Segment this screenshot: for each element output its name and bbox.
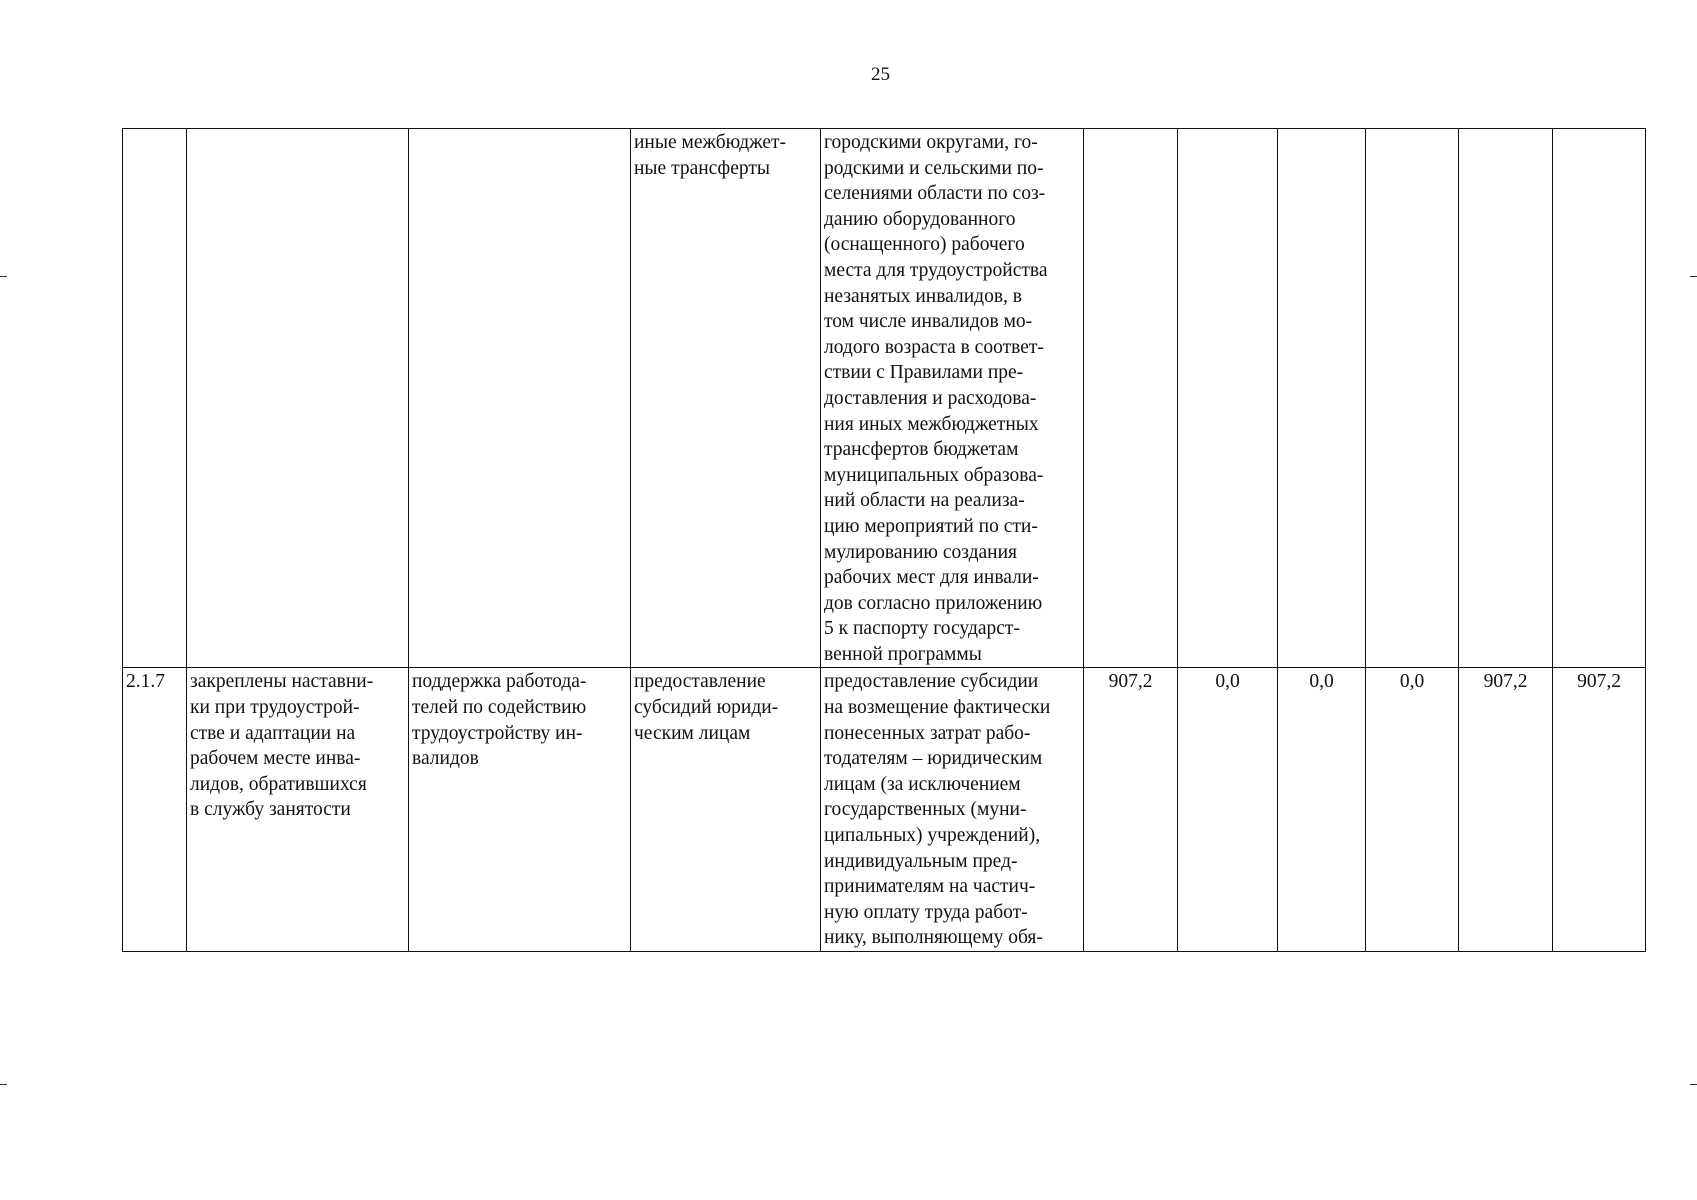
cell-value (1459, 129, 1553, 668)
cell-value (1366, 129, 1459, 668)
cell-result: закреплены наставни- ки при трудоустрой- стве и адаптации на рабочем месте инва- лидов, обратившихся в службу занятости (187, 668, 409, 952)
edge-mark-right-bottom (1690, 1084, 1697, 1085)
cell-code: 2.1.7 (123, 668, 187, 952)
cell-value: 0,0 (1366, 668, 1459, 952)
cell-value: 907,2 (1459, 668, 1553, 952)
cell-value-total (1084, 129, 1178, 668)
program-measures-table (122, 128, 1646, 952)
cell-value (1178, 129, 1278, 668)
cell-value (1278, 129, 1366, 668)
cell-description: городскими округами, го- родскими и сельскими по- селениями области по соз- данию оборудованного (оснащенного) рабочего места для трудоустройства незанятых инвалидов, в том числе инвалидов мо- лодого возраста в соответ- ствии с Правилами пре- доставления и расходова- ния иных межбюджетных трансфертов бюджетам муниципальных образова- ний области на реализа- цию мероприятий по сти- мулированию создания рабочих мест для инвали- дов согласно приложению 5 к паспорту государст- венной программы (821, 129, 1084, 668)
cell-value: 0,0 (1278, 668, 1366, 952)
cell-code (123, 129, 187, 668)
cell-measure: поддержка работода- телей по содействию трудоустройству ин- валидов (409, 668, 631, 952)
page-number: 25 (871, 64, 890, 85)
table-row (123, 668, 1646, 952)
cell-mechanism: иные межбюджет- ные трансферты (631, 129, 821, 668)
cell-measure (409, 129, 631, 668)
edge-mark-left-top (0, 276, 7, 277)
cell-value: 907,2 (1553, 668, 1646, 952)
edge-mark-left-bottom (0, 1084, 7, 1085)
cell-value-total: 907,2 (1084, 668, 1178, 952)
cell-mechanism: предоставление субсидий юриди- ческим лицам (631, 668, 821, 952)
cell-description: предоставление субсидии на возмещение фактически понесенных затрат рабо- тодателям – юридическим лицам (за исключением государственных (муни- ципальных) учреждений), индивидуальным пред- принимателям на частич- ную оплату труда работ- нику, выполняющему обя- (821, 668, 1084, 952)
cell-value (1553, 129, 1646, 668)
table-row (123, 129, 1646, 668)
cell-value: 0,0 (1178, 668, 1278, 952)
cell-result (187, 129, 409, 668)
edge-mark-right-top (1690, 276, 1697, 277)
